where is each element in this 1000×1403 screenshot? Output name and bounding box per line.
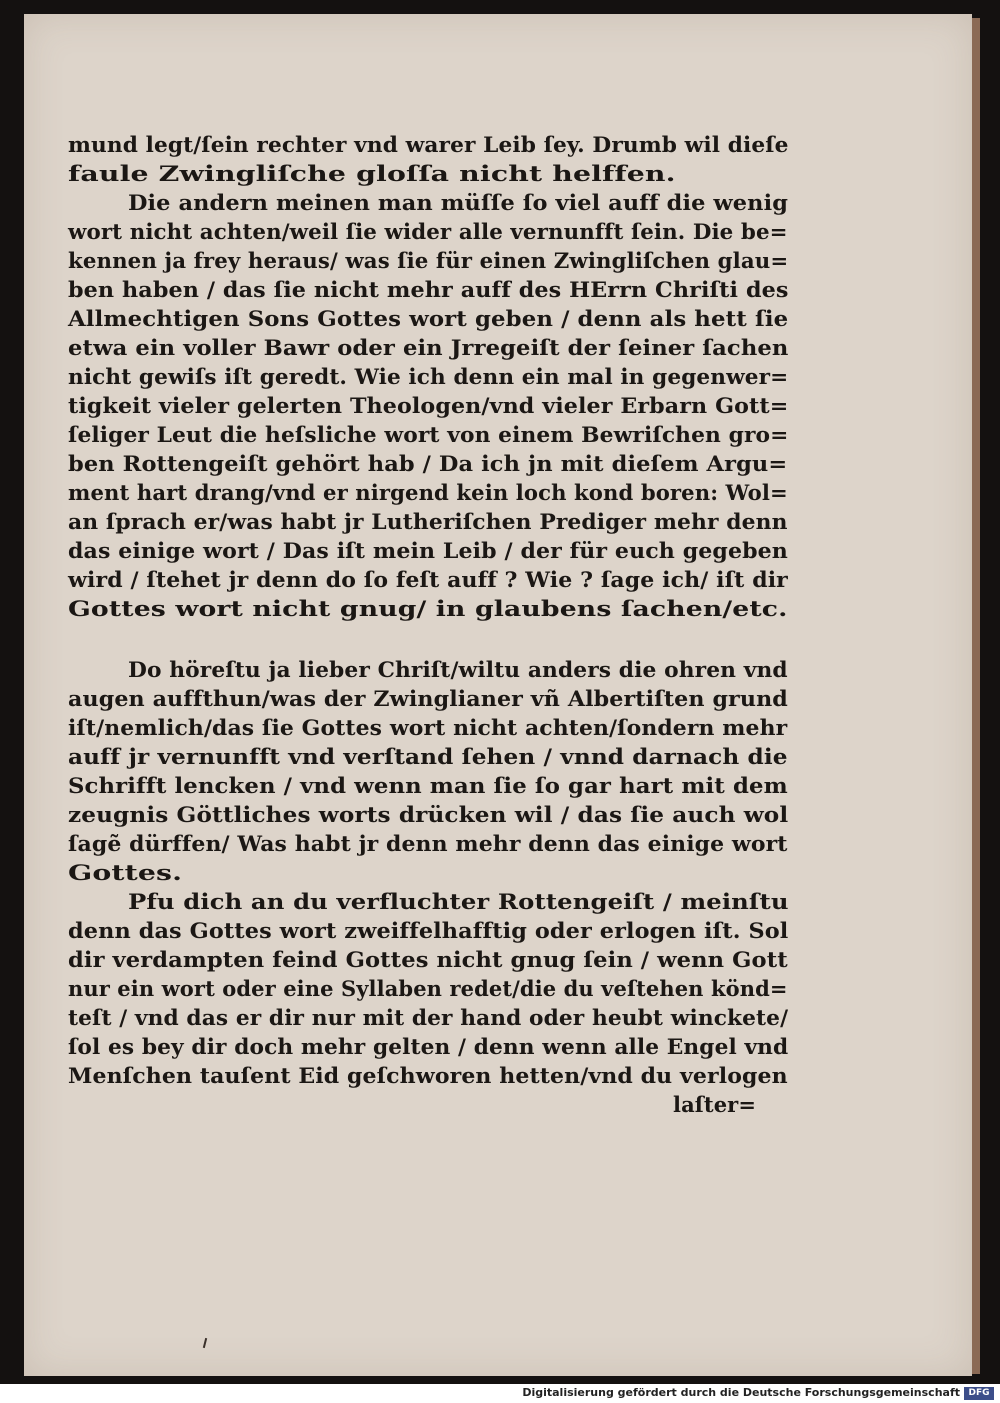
book-page xyxy=(24,14,972,1376)
text-line: ſol es bey dir doch mehr gelten / denn wenn alle Engel vnd xyxy=(68,1034,789,1059)
text-line: Die andern meinen man müſſe ſo viel auff die wenig xyxy=(128,190,788,215)
text-line: wort nicht achten/weil ſie wider alle vernunfft ſein. Die be= xyxy=(68,219,788,244)
text-line: nur ein wort oder eine Syllaben redet/die du veſtehen könd= xyxy=(68,976,788,1001)
text-line: wird / ſtehet jr denn do ſo feſt auff ? Wie ? ſage ich/ iſt dir xyxy=(68,567,788,592)
funding-credit: Digitalisierung gefördert durch die Deutsche Forschungsgemeinschaft xyxy=(522,1386,960,1399)
text-line: etwa ein voller Bawr oder ein Jrregeiſt der ſeiner ſachen xyxy=(68,335,789,360)
text-line: dir verdampten feind Gottes nicht gnug ſein / wenn Gott xyxy=(68,947,788,972)
text-line: teſt / vnd das er dir nur mit der hand oder heubt winckete/ xyxy=(68,1005,789,1030)
text-line: das einige wort / Das iſt mein Leib / der für euch gegeben xyxy=(68,538,788,563)
text-line: an ſprach er/was habt jr Lutheriſchen Prediger mehr denn xyxy=(68,509,788,534)
text-line: mund legt/ſein rechter vnd warer Leib ſey. Drumb wil dieſe xyxy=(68,132,789,157)
text-line: ben haben / das ſie nicht mehr auff des HErrn Chriſti des xyxy=(68,277,789,302)
text-line: ment hart drang/vnd er nirgend kein loch kond boren: Wol= xyxy=(68,480,788,505)
text-line: Schrifft lencken / vnd wenn man ſie ſo gar hart mit dem xyxy=(68,773,788,798)
text-line: kennen ja frey heraus/ was ſie für einen Zwingliſchen glau= xyxy=(68,248,789,273)
text-line: nicht gewiſs iſt geredt. Wie ich denn ein mal in gegenwer= xyxy=(68,364,789,389)
text-line: auff jr vernunfft vnd verſtand ſehen / vnnd darnach die xyxy=(68,744,788,769)
text-line: Allmechtigen Sons Gottes wort geben / denn als hett ſie xyxy=(68,306,789,331)
text-line: ſeliger Leut die heſsliche wort von einem Bewriſchen gro= xyxy=(68,422,789,447)
text-line: Gottes wort nicht gnug/ in glaubens ſachen/etc. xyxy=(68,596,788,621)
text-line: Menſchen tauſent Eid geſchworen hetten/vnd du verlogen xyxy=(68,1063,788,1088)
text-line: Pfu dich an du verfluchter Rottengeiſt / meinſtu xyxy=(128,889,789,914)
text-line: augen auffthun/was der Zwinglianer vñ Albertiſten grund xyxy=(68,686,788,711)
text-line: zeugnis Göttliches worts drücken wil / das ſie auch wol xyxy=(68,802,789,827)
page-edge xyxy=(972,18,980,1374)
catchword: laſter= xyxy=(673,1092,757,1117)
digitization-footer xyxy=(0,1384,1000,1403)
text-line: Gottes. xyxy=(68,860,183,885)
dfg-logo-icon: DFG xyxy=(964,1387,994,1400)
text-line: tigkeit vieler gelerten Theologen/vnd vieler Erbarn Gott= xyxy=(68,393,789,418)
text-line: faule Zwingliſche gloſſa nicht helffen. xyxy=(68,161,676,186)
text-line: denn das Gottes wort zweiffelhafftig oder erlogen iſt. Sol xyxy=(68,918,789,943)
text-line: iſt/nemlich/das ſie Gottes wort nicht achten/ſondern mehr xyxy=(68,715,788,740)
text-line: ſagẽ dürffen/ Was habt jr denn mehr denn das einige wort xyxy=(68,831,788,856)
text-line: ben Rottengeiſt gehört hab / Da ich jn mit dieſem Argu= xyxy=(68,451,788,476)
text-line: Do höreſtu ja lieber Chriſt/wiltu anders die ohren vnd xyxy=(128,657,788,682)
